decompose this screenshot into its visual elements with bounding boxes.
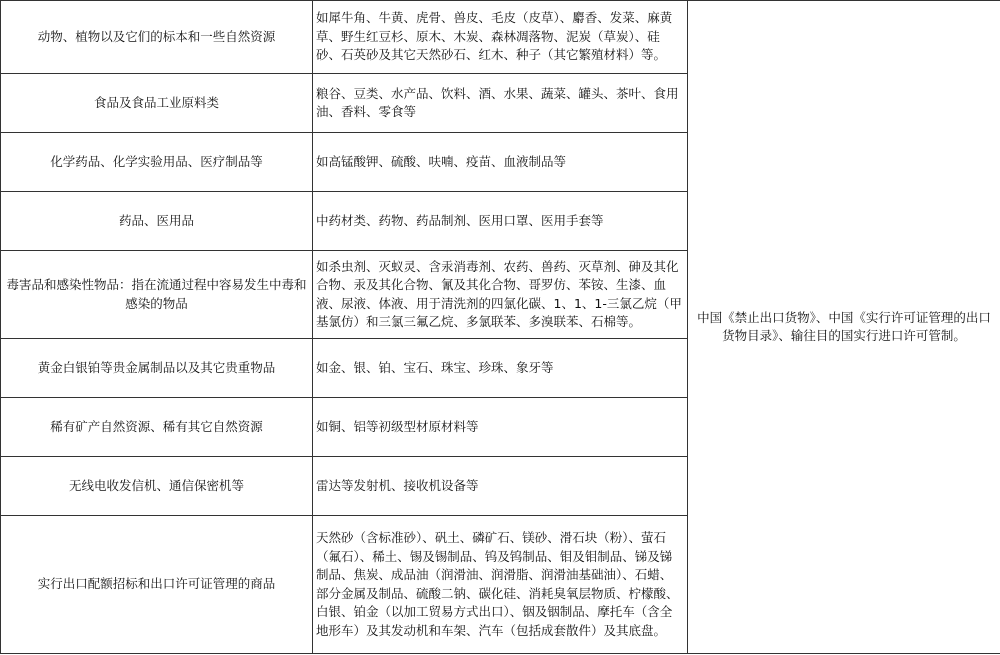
category-cell: 毒害品和感染性物品：指在流通过程中容易发生中毒和感染的物品 [1,251,313,339]
category-cell: 动物、植物以及它们的标本和一些自然资源 [1,1,313,74]
examples-cell: 如高锰酸钾、硫酸、呋喃、疫苗、血液制品等 [313,133,688,192]
examples-cell: 中药材类、药物、药品制剂、医用口罩、医用手套等 [313,192,688,251]
examples-cell: 如犀牛角、牛黄、虎骨、兽皮、毛皮（皮草）、麝香、发菜、麻黄草、野生红豆杉、原木、木炭、森林凋落物、泥炭（草炭）、硅砂、石英砂及其它天然砂石、红木、种子（其它繁殖材料）等。 [313,1,688,74]
category-cell: 黄金白银铂等贵金属制品以及其它贵重物品 [1,339,313,398]
examples-cell: 天然砂（含标准砂）、矾土、磷矿石、镁砂、滑石块（粉）、萤石（氟石）、稀土、锡及锡制品、钨及钨制品、钼及钼制品、锑及锑制品、焦炭、成品油（润滑油、润滑脂、润滑油基础油）、石蜡、部分金属及制品、硫酸二钠、碳化硅、消耗臭氧层物质、柠檬酸、白银、铂金（以加工贸易方式出口）、铟及铟制品、摩托车（含全地形车）及其发动机和车架、汽车（包括成套散件）及其底盘。 [313,516,688,654]
control-cell: 中国《禁止出口货物》、中国《实行许可证管理的出口货物目录》、输往目的国实行进口许可管制。 [688,1,1000,654]
category-cell: 实行出口配额招标和出口许可证管理的商品 [1,516,313,654]
examples-cell: 如杀虫剂、灭蚁灵、含汞消毒剂、农药、兽药、灭草剂、砷及其化合物、汞及其化合物、氰及其化合物、哥罗仿、苯铵、生漆、血液、尿液、体液、用于清洗剂的四氯化碳、1、1、1-三氯乙烷（甲基氯仿）和三氯三氟乙烷、多氯联苯、多溴联苯、石棉等。 [313,251,688,339]
category-cell: 稀有矿产自然资源、稀有其它自然资源 [1,398,313,457]
examples-cell: 如铜、铝等初级型材原材料等 [313,398,688,457]
category-cell: 药品、医用品 [1,192,313,251]
examples-cell: 如金、银、铂、宝石、珠宝、珍珠、象牙等 [313,339,688,398]
examples-cell: 粮谷、豆类、水产品、饮料、酒、水果、蔬菜、罐头、茶叶、食用油、香料、零食等 [313,74,688,133]
category-cell: 无线电收发信机、通信保密机等 [1,457,313,516]
category-cell: 化学药品、化学实验用品、医疗制品等 [1,133,313,192]
table-row [1,1,1000,74]
examples-cell: 雷达等发射机、接收机设备等 [313,457,688,516]
category-cell: 食品及食品工业原料类 [1,74,313,133]
